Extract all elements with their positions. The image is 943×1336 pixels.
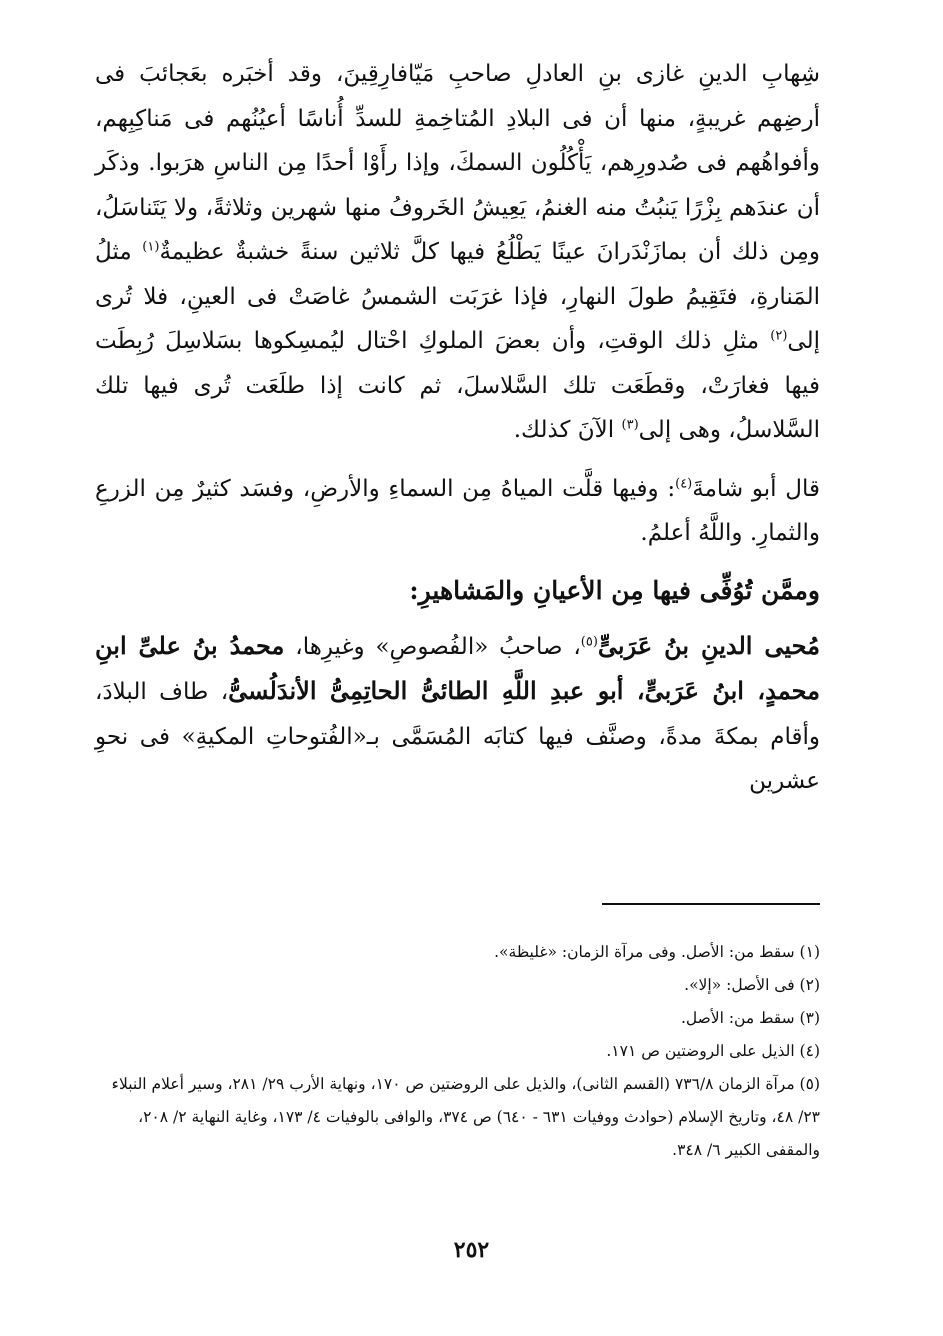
- paragraph-text: قال أبو شامةَ: [692, 475, 820, 502]
- paragraph-text: مثلُ المَنارةِ، فتَقِيمُ طولَ النهارِ، فإذا غرَبَت الشمسُ غاصَتْ فى العينِ، فلا تُرى إلى: [95, 239, 820, 354]
- paragraph-text: ، طاف البلادَ، وأقام بمكةَ مدةً، وصنَّف فيها كتابَه المُسَمَّى بـ«الفُتوحاتِ المكيةِ» فى نحوِ عشرين: [95, 679, 820, 794]
- footnote-4: (٤) الذيل على الروضتين ص ١٧١.: [606, 1042, 820, 1060]
- main-paragraph: [95, 52, 820, 453]
- footnote-separator: [602, 903, 820, 905]
- paragraph-text: مثلِ ذلك الوقتِ، وأن بعضَ الملوكِ احْتال ليُمسِكوها بسَلاسِلَ رُبِطَت فيها فغارَتْ، وقطَعَت تلك السَّلاسلَ، ثم كانت إذا طلَعَت تُرى فيها تلك السَّلاسلُ، وهى إلى: [95, 328, 820, 443]
- footnote-ref-1: (١): [142, 239, 160, 255]
- section-heading: وممَّن تُوُفِّى فيها مِن الأعيانِ والمَشاهيرِ:: [409, 575, 820, 605]
- biography-paragraph: [95, 624, 820, 804]
- footnote-3: (٣) سقط من: الأصل.: [680, 1009, 820, 1027]
- person-name: مُحيى الدينِ بنُ عَرَبىٍّ: [597, 630, 820, 660]
- footnote-5: (٥) مرآة الزمان ٧٣٦/٨ (القسم الثانى)، والذيل على الروضتين ص ١٧٠، ونهاية الأرب ٢٩/ ٢٨١، وسير أعلام النبلاء ٢٣/ ٤٨، وتاريخ الإسلام (حوادث ووفيات ٦٣١ - ٦٤٠) ص ٣٧٤، والوافى بالوفيات ٤/ ١٧٣، وغاية النهاية ٢/ ٢٠٨، والمقفى الكبير ٦/ ٣٤٨.: [111, 1075, 820, 1159]
- page-number: ٢٥٢: [453, 1237, 490, 1263]
- paragraph-text: شِهابِ الدينِ غازى بنِ العادلِ صاحبِ مَيّافارِقِينَ، وقد أخبَره بعَجائبَ فى أرضِهم غريبةٍ، منها أن فى البلادِ المُتاخِمةِ للسدِّ أُناسًا أعيُنُهم فى مَناكِبِهم، وأفواهُهم فى صُدورِهم، يَأْكُلُون السمكَ، وإذا رأَوْا أحدًا مِن الناسِ هرَبوا. وذكَر أن عندَهم بِزْرًا يَنبُتُ منه الغنمُ، يَعِيشُ الخَروفُ منها شهرين وثلاثةً، ولا يَتَناسَلُ، ومِن ذلك أن بمازَنْدَرانَ عينًا يَطْلُعُ فيها كلَّ ثلاثين سنةً خشبةٌ عظيمةٌ: [95, 61, 820, 265]
- page-body: [95, 52, 820, 804]
- footnote-2: (٢) فى الأصل: «إلا».: [684, 976, 820, 994]
- footnote-ref-5: (٥): [580, 633, 598, 649]
- abu-shama-paragraph: [95, 467, 820, 556]
- paragraph-text: الآنَ كذلك.: [513, 417, 622, 443]
- footnote-ref-4: (٤): [675, 475, 693, 491]
- footnotes: [100, 936, 820, 1167]
- footnote-ref-3: (٣): [621, 417, 639, 433]
- footnote-ref-2: (٢): [770, 328, 788, 344]
- paragraph-text: : وفيها قلَّت المياهُ مِن السماءِ والأرضِ، وفسَد كثيرٌ مِن الزرعِ والثمارِ. واللَّهُ أعلمُ.: [95, 475, 820, 546]
- footnote-1: (١) سقط من: الأصل. وفى مرآة الزمان: «غليظة».: [494, 943, 820, 961]
- paragraph-text: ، صاحبُ «الفُصوصِ» وغيرِها،: [284, 633, 581, 660]
- person-full-name: محمدُ بنُ علىِّ ابنِ محمدٍ، ابنُ عَرَبىٍّ، أبو عبدِ اللَّهِ الطائىُّ الحاتِمِىُّ الأندَلُسىُّ: [95, 630, 820, 705]
